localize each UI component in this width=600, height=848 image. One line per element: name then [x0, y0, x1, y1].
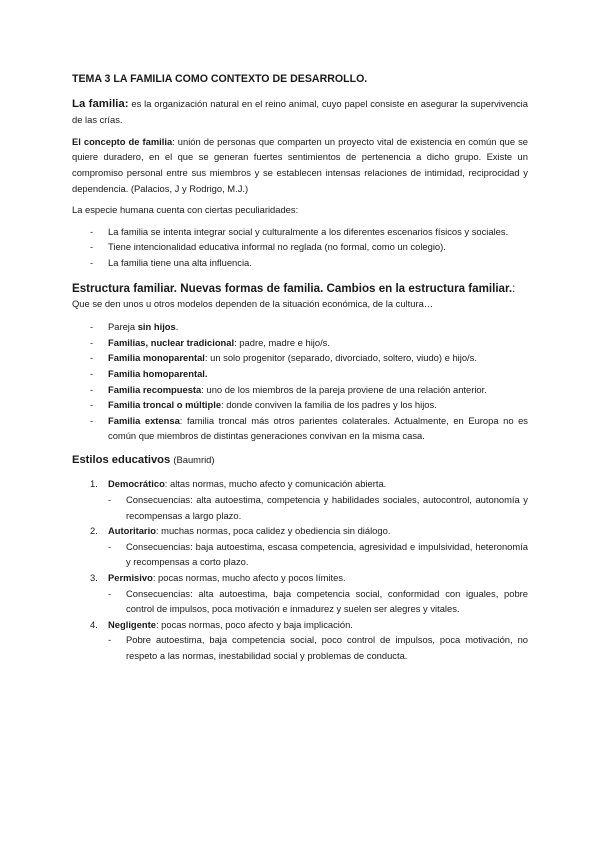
list-item: - Pareja sin hijos.	[72, 319, 528, 335]
estructura-heading	[72, 281, 528, 296]
list-item: - Familia monoparental: un solo progenitor (separado, divorciado, soltero, viudo) e hijo/s.	[72, 350, 528, 366]
estructura-list	[72, 319, 528, 444]
concepto-term: El concepto de familia	[72, 135, 173, 147]
familia-paragraph	[72, 96, 528, 128]
estilos-author: (Baumrid)	[173, 453, 215, 465]
document-page	[72, 72, 528, 664]
familia-term: La familia:	[72, 97, 129, 110]
list-item: 4. Negligente: pocas normas, poco afecto y baja implicación. - Pobre autoestima, baja competencia social, poco control de impulsos, poca motivación, no respeto a las normas, inestabilidad social y problemas de conducta.	[72, 617, 528, 664]
consecuencias-item: - Pobre autoestima, baja competencia social, poco control de impulsos, poca motivación, no respeto a las normas, inestabilidad social y problemas de conducta.	[108, 632, 528, 663]
estilos-list	[72, 476, 528, 663]
list-item: - Familias, nuclear tradicional: padre, madre e hijo/s.	[72, 335, 528, 351]
especie-list	[72, 224, 528, 271]
estructura-heading-text: Estructura familiar. Nuevas formas de familia. Cambios en la estructura familiar.	[72, 281, 513, 295]
estilos-heading	[72, 452, 528, 469]
estructura-sub: Que se den unos u otros modelos dependen de la situación económica, de la cultura…	[72, 297, 434, 309]
list-item: - Familia homoparental.	[72, 366, 528, 382]
list-item: - La familia tiene una alta influencia.	[72, 255, 528, 271]
list-item: - Familia recompuesta: uno de los miembros de la pareja proviene de una relación anterior.	[72, 382, 528, 398]
concepto-paragraph	[72, 134, 528, 196]
list-item: - Familia troncal o múltiple: donde conviven la familia de los padres y los hijos.	[72, 397, 528, 413]
list-item: 1. Democrático: altas normas, mucho afecto y comunicación abierta. - Consecuencias: alta autoestima, competencia y habilidades sociales, autocontrol, autonomía y recompensas a largo plazo.	[72, 476, 528, 523]
list-item: 2. Autoritario: muchas normas, poca calidez y obediencia sin diálogo. - Consecuencias: baja autoestima, escasa competencia, agresividad e impulsividad, heteronomía y recompensas a corto plazo.	[72, 523, 528, 570]
consecuencias-item: - Consecuencias: alta autoestima, baja competencia social, conformidad con iguales, pobre control de impulsos, poca motivación e inmadurez y suelen ser alegres y vitales.	[108, 586, 528, 617]
list-item: - Familia extensa: familia troncal más otros parientes colaterales. Actualmente, en Europa no es común que miembros de distintas generaciones convivan en la misma casa.	[72, 413, 528, 444]
estilos-heading-text: Estilos educativos	[72, 453, 171, 466]
list-item: 3. Permisivo: pocas normas, mucho afecto y pocos límites. - Consecuencias: alta autoestima, baja competencia social, conformidad con iguales, pobre control de impulsos, poca motivación e inmadurez y suelen ser alegres y vitales.	[72, 570, 528, 617]
consecuencias-item: - Consecuencias: baja autoestima, escasa competencia, agresividad e impulsividad, heteronomía y recompensas a corto plazo.	[108, 539, 528, 570]
estructura-heading-end: :	[512, 281, 516, 295]
list-item: - La familia se intenta integrar social y culturalmente a los diferentes escenarios físicos y sociales.	[72, 224, 528, 240]
page-title: TEMA 3 LA FAMILIA COMO CONTEXTO DE DESARROLLO.	[72, 73, 368, 85]
list-item: - Tiene intencionalidad educativa informal no reglada (no formal, como un colegio).	[72, 239, 528, 255]
especie-intro: La especie humana cuenta con ciertas peculiaridades:	[72, 204, 299, 216]
concepto-text: : unión de personas que comparten un proyecto vital de existencia en común que se quiere duradero, en el que se generan fuertes sentimientos de pertenencia a dicho grupo. Existe un compromiso personal entre sus miembros y se establecen intensas relaciones de intimidad, reciprocidad y dependencia. (Palacios, J y Rodrigo, M.J.)	[72, 135, 528, 194]
familia-text: es la organización natural en el reino animal, cuyo papel consiste en asegurar la supervivencia de las crías.	[72, 97, 528, 126]
consecuencias-item: - Consecuencias: alta autoestima, competencia y habilidades sociales, autocontrol, autonomía y recompensas a largo plazo.	[108, 492, 528, 523]
